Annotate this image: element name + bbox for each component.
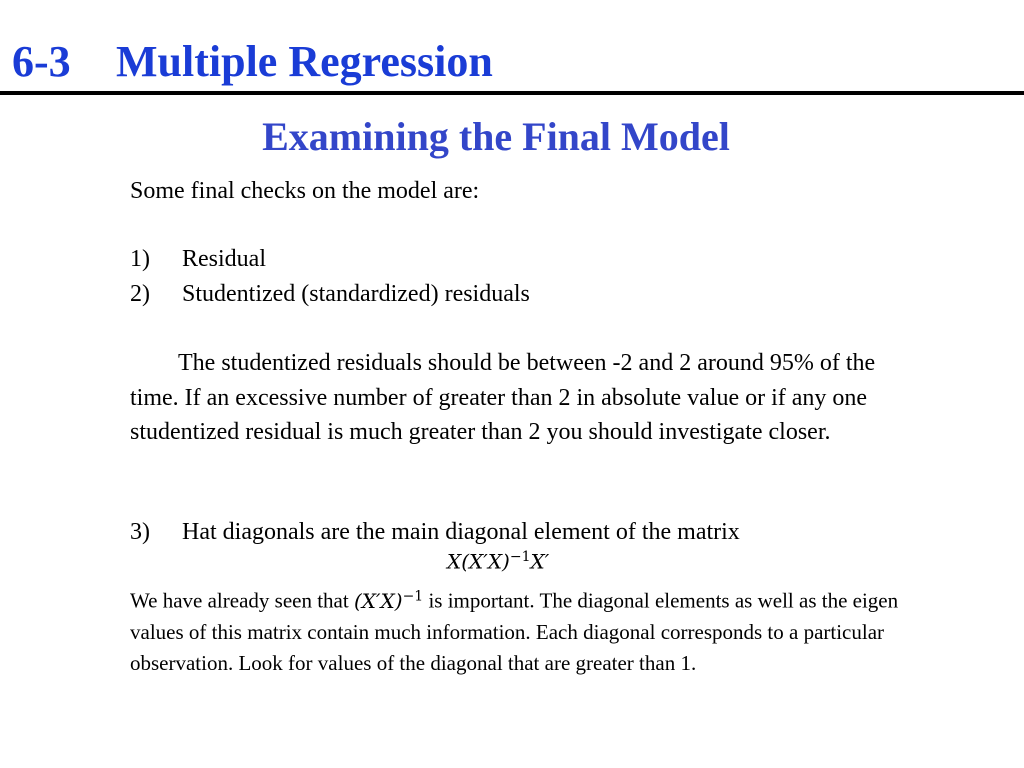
intro-text: Some final checks on the model are: — [130, 178, 480, 204]
formula-exponent: −1 — [509, 549, 531, 565]
list-item-studentized — [130, 280, 530, 309]
formula-base: X(X′X) — [447, 549, 510, 574]
section-number: 6-3 — [12, 37, 71, 86]
list-item-residual — [130, 245, 266, 274]
list-text: Residual — [182, 246, 266, 272]
inline-matrix — [354, 589, 423, 613]
final-paragraph — [130, 581, 910, 679]
slide-title: Examining the Final Model — [262, 114, 730, 159]
inline-matrix-exponent: −1 — [402, 588, 424, 604]
final-text-before: We have already seen that — [130, 588, 354, 613]
list-item-hat-diagonals — [130, 518, 740, 547]
inline-matrix-base: (X′X) — [353, 588, 403, 613]
list-number: 3) — [130, 519, 150, 545]
studentized-paragraph: The studentized residuals should be between -2 and 2 around 95% of the time. If an excessive number of greater than 2 in absolute value or if any one studentized residual is much greater than 2 you should investigate closer. — [130, 350, 876, 445]
section-title: Multiple Regression — [116, 37, 493, 86]
list-number: 2) — [130, 281, 150, 307]
list-text: Hat diagonals are the main diagonal element of the matrix — [182, 519, 740, 545]
list-number: 1) — [130, 246, 150, 272]
hat-matrix-formula — [447, 550, 549, 572]
list-text: Studentized (standardized) residuals — [182, 281, 530, 307]
header-divider — [0, 91, 1024, 95]
formula-tail: X′ — [530, 549, 550, 574]
final-text-after: is important. The diagonal elements as well as the eigen values of this matrix contain much information. Each diagonal corresponds to a particular observation. Look for values of the diagonal that are greater than 1. — [130, 588, 899, 675]
